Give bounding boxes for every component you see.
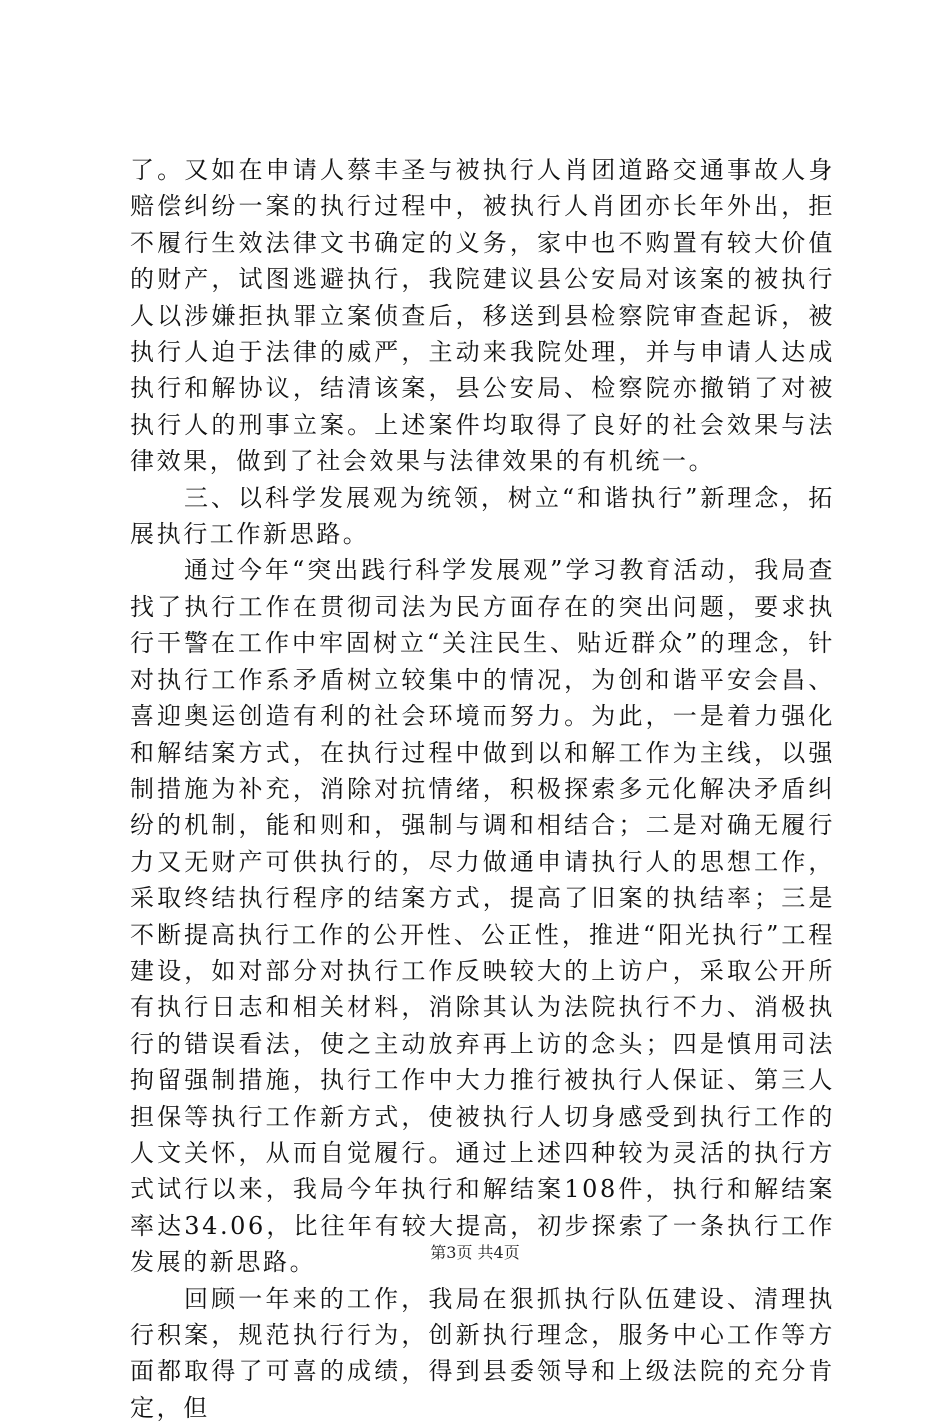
document-body: [130, 152, 835, 1426]
page-number-footer: 第3页 共4页: [430, 1243, 520, 1262]
paragraph-harmonious-execution: 通过今年“突出践行科学发展观”学习教育活动，我局查找了执行工作在贯彻司法为民方面存在的突出问题，要求执行干警在工作中牢固树立“关注民生、贴近群众”的理念，针对执行工作系矛盾树立较集中的情况，为创和谐平安会昌、喜迎奥运创造有利的社会环境而努力。为此，一是着力强化和解结案方式，在执行过程中做到以和解工作为主线，以强制措施为补充，消除对抗情绪，积极探索多元化解决矛盾纠纷的机制，能和则和，强制与调和相结合；二是对确无履行力又无财产可供执行的，尽力做通申请执行人的思想工作，采取终结执行程序的结案方式，提高了旧案的执结率；三是不断提高执行工作的公开性、公正性，推进“阳光执行”工程建设，如对部分对执行工作反映较大的上访户，采取公开所有执行日志和相关材料，消除其认为法院执行不力、消极执行的错误看法，使之主动放弃再上访的念头；四是慎用司法拘留强制措施，执行工作中大力推行被执行人保证、第三人担保等执行工作新方式，使被执行人切身感受到执行工作的人文关怀，从而自觉履行。通过上述四种较为灵活的执行方式试行以来，我局今年执行和解结案108件，执行和解结案率达34.06，比往年有较大提高，初步探索了一条执行工作发展的新思路。: [130, 556, 835, 1277]
section-heading-three: 三、以科学发展观为统领，树立“和谐执行”新理念，拓展执行工作新思路。: [130, 483, 835, 549]
paragraph-case-example: 了。又如在申请人蔡丰圣与被执行人肖团道路交通事故人身赔偿纠纷一案的执行过程中，被执行人肖团亦长年外出，拒不履行生效法律文书确定的义务，家中也不购置有较大价值的财产，试图逃避执行，我院建议县公安局对该案的被执行人以涉嫌拒执罪立案侦查后，移送到县检察院审查起诉，被执行人迫于法律的威严，主动来我院处理，并与申请人达成执行和解协议，结清该案，县公安局、检察院亦撤销了对被执行人的刑事立案。上述案件均取得了良好的社会效果与法律效果，做到了社会效果与法律效果的有机统一。: [130, 156, 835, 476]
paragraph-review: 回顾一年来的工作，我局在狠抓执行队伍建设、清理执行积案，规范执行行为，创新执行理念，服务中心工作等方面都取得了可喜的成绩，得到县委领导和上级法院的充分肯定，但: [130, 1284, 835, 1422]
